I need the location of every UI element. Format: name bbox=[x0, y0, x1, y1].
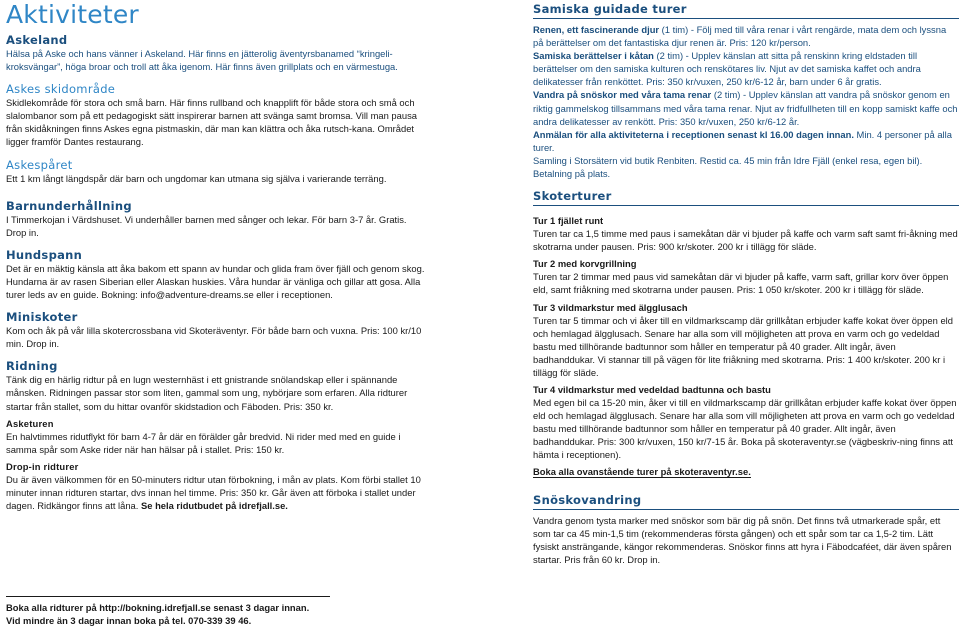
skidomrade-text: Skidlekområde för stora och små barn. Här finns rullband och knapplift för både stora och små och slalombanor som på ett pedagogiskt sätt inspirerar barnen att svänga samt bromsa. Vill man pausa från skidåkningen finns Askes egna pistmaskin, där man kan klättra och åka rutsch-kana. Området ligger framför Dantes restaurang. bbox=[6, 97, 417, 148]
askesparet-heading: Askespåret bbox=[6, 157, 73, 172]
footer-booking-phone: Vid mindre än 3 dagar innan boka på tel. 070-339 39 46. bbox=[6, 615, 252, 626]
renen-title: Renen, ett fascinerande djur bbox=[533, 24, 660, 35]
asketuren-heading: Asketuren bbox=[6, 417, 54, 429]
barnunderhallning-text: I Timmerkojan i Värdshuset. Vi underhåller barnen med sånger och lekar. För barn 3-7 år. Gratis. Drop in. bbox=[6, 213, 407, 238]
skidomrade-heading: Askes skidområde bbox=[6, 82, 116, 97]
ridning-text: Tänk dig en härlig ridtur på en lugn westernhäst i ett gnistrande snölandskap eller i spännande månsken. Ridningen passar stor som liten, gammal som ung, nybörjare som erfaren. Alla ridturer startar från stallet, som du hittar ovanför skidstadion och Fäboden. Pris: 350 kr. bbox=[6, 374, 408, 412]
dropin-heading: Drop-in ridturer bbox=[6, 460, 79, 472]
anmalan-title: Anmälan för alla aktiviteterna i receptionen senast kl 16.00 dagen innan. bbox=[533, 128, 854, 140]
skoter-note bbox=[533, 465, 959, 478]
askeland-text: Hälsa på Aske och hans vänner i Askeland. Här finns en jätterolig äventyrsbanamed “kringeli-kroksvängar”, höga broar och troll att åka igenom. Här finns även grillplats och en värmestuga. bbox=[6, 48, 398, 73]
renen-text: (1 tim) - Följ med till våra renar i vårt rengärde, mata dem och lyssna på berättelser om det fantastiska djur renen är. Pris: 120 kr/person. bbox=[533, 24, 947, 49]
asketuren-text: En halvtimmes ridutflykt för barn 4-7 år där en förälder går bredvid. Ni rider med med en guide i samma spår som Aske rider när han hälsar på i stallet. Pris: 150 kr. bbox=[6, 430, 401, 455]
skoterturer-heading: Skoterturer bbox=[533, 189, 959, 206]
samiska-snoskor bbox=[533, 88, 959, 127]
snoskor-title: Vandra på snöskor med våra tama renar bbox=[533, 89, 712, 101]
askesparet-text: Ett 1 km långt längdspår där barn och ungdomar kan utmana sig själva i varierande terräng. bbox=[6, 172, 387, 184]
page-title: Aktiviteter bbox=[6, 0, 139, 29]
hundspann-heading: Hundspann bbox=[6, 247, 83, 262]
ridutbud-link[interactable]: Se hela ridutbudet på idrefjall.se. bbox=[141, 499, 288, 511]
footer-booking-web: Boka alla ridturer på http://bokning.idrefjall.se senast 3 dagar innan. bbox=[6, 602, 310, 613]
ridning-heading: Ridning bbox=[6, 359, 58, 374]
tour-1-title: Tur 1 fjället runt bbox=[533, 215, 604, 227]
tour-2-text: Turen tar 2 timmar med paus vid samekåtan där vi bjuder på kaffe, varm saft, grillar korv över öppen eld, samt friåkning med skotrarna under pausen. Pris: 1 050 kr/skoter. 200 kr i tillägg för släde. bbox=[533, 271, 949, 296]
dropin-text bbox=[6, 473, 426, 512]
berattelser-title: Samiska berättelser i kåtan bbox=[533, 50, 654, 62]
miniskoter-heading: Miniskoter bbox=[6, 310, 78, 325]
hundspann-text: Det är en mäktig känsla att åka bakom ett spann av hundar och glida fram över fjäll och genom skog. Hundarna är av rasen Siberian eller Alaskan huskies. Våra hundar är vänliga och gillar att gosa. Alla turer leds av en guide. Bokning: info@adventure-dreams.se eller i receptionen. bbox=[6, 262, 425, 301]
tour-1-text: Turen tar ca 1,5 timme med paus i samekåtan där vi bjuder på kaffe och varm saft samt fri-åkning med skotrarna under pausen. Pris: 900 kr/skoter. 200 kr i tillägg för släde. bbox=[533, 228, 958, 253]
tour-list bbox=[533, 214, 959, 465]
berattelser-text: (2 tim) - Upplev känslan att sitta på renskinn kring eldstaden till berättelser om den samiska kulturen och renskötares liv. Njut av det samiska kaffet och andra delikatesser från renköttet. Pris: 350 kr/vuxen, 250 kr/6-12 år, barn under 6 år gratis. bbox=[533, 50, 921, 88]
samiska-anmalan bbox=[533, 128, 959, 154]
tour-3-title: Tur 3 vildmarkstur med älgglusach bbox=[533, 301, 688, 313]
miniskoter-text: Kom och åk på vår lilla skotercrossbana vid Skoteräventyr. För både barn och vuxna. Pris: 100 kr/10 min. Drop in. bbox=[6, 325, 422, 350]
samiska-renen bbox=[533, 23, 959, 49]
right-column bbox=[533, 2, 959, 566]
snoskovandring-heading: Snöskovandring bbox=[533, 493, 959, 510]
tour-3-text: Turen tar 5 timmar och vi åker till en vildmarkscamp där grillkåtan erbjuder kaffe kokat över öppen eld och hemlagad älgglusach. Senare har alla som vill möjligheten att prova en varm och go vedeldad bastu med tillhörande badtunnor som håller en temperatur på 40 grader. Allt ingår, även badhanddukar. Vi stannar till på vägen för lite friåkning med skotrarna. Pris: 1 400 kr/skoter. 200 kr i tillägg för släde. bbox=[533, 314, 953, 378]
samiska-berattelser bbox=[533, 49, 959, 88]
tour-4-text: Med egen bil ca 15-20 min, åker vi till en vildmarkscamp där grillkåtan erbjuder kaffe kokat över öppen eld och hemlagad älgglusach. Senare har alla som vill möjligheten att prova en varm och go vedeldad bastu med tillhörande badtunnor som håller en temperatur på 40 grader. Allt ingår, även badhanddukar. Pris: 300 kr/vuxen, 150 kr/7-15 år. Boka på skoteraventyr.se (vägbeskriv-ning finns att hämta i receptionen). bbox=[533, 396, 957, 461]
tour-2-title: Tur 2 med korvgrillning bbox=[533, 258, 637, 270]
left-column bbox=[6, 33, 426, 512]
samiska-samling: Samling i Storsätern vid butik Renbiten. Restid ca. 45 min från Idre Fjäll (enkel resa, egen bil). Betalning på plats. bbox=[533, 154, 923, 180]
snoskor-text: (2 tim) - Upplev känslan att vandra på snöskor genom en riktig gammelskog tillsammans med våra tama renar. Njut av fridfullheten till en kopp samiskt kaffe och andra delikatesser av renkött. Pris: 350 kr/vuxen, 250 kr/6-12 år. bbox=[533, 89, 958, 127]
samiska-heading: Samiska guidade turer bbox=[533, 2, 959, 19]
dropin-body: Du är även välkommen för en 50-minuters ridtur utan förbokning, i mån av plats. Kom förbi stallet 10 minuter innan ridturen startar, dvs innan hel timme. Pris: 350 kr. Går även att förboka i stallet under dagen. Ridkängor finns att låna. bbox=[6, 473, 421, 511]
footer-divider bbox=[6, 596, 330, 597]
footer bbox=[6, 601, 426, 627]
barnunderhallning-heading: Barnunderhållning bbox=[6, 198, 132, 213]
snoskovandring-text: Vandra genom tysta marker med snöskor som bär dig på snön. Det finns två utmarkerade spår, ett som tar ca 45 min-1,5 tim (rekommenderas första gången) och ett spår som tar ca 1,5-2 tim. Lätt fysiskt ansträngande, kängor rekommenderas. Snöskor finns att hyra i Fäbodcaféet, där även spåren startar. Pris från 60 kr. Drop in. bbox=[533, 514, 952, 565]
skoter-note-text: Boka alla ovanstående turer på skoteraventyr.se. bbox=[533, 466, 751, 478]
anmalan-text: Min. 4 personer på alla turer. bbox=[533, 128, 952, 153]
askeland-heading: Askeland bbox=[6, 33, 68, 47]
tour-4-title: Tur 4 vildmarkstur med vedeldad badtunna och bastu bbox=[533, 383, 771, 395]
